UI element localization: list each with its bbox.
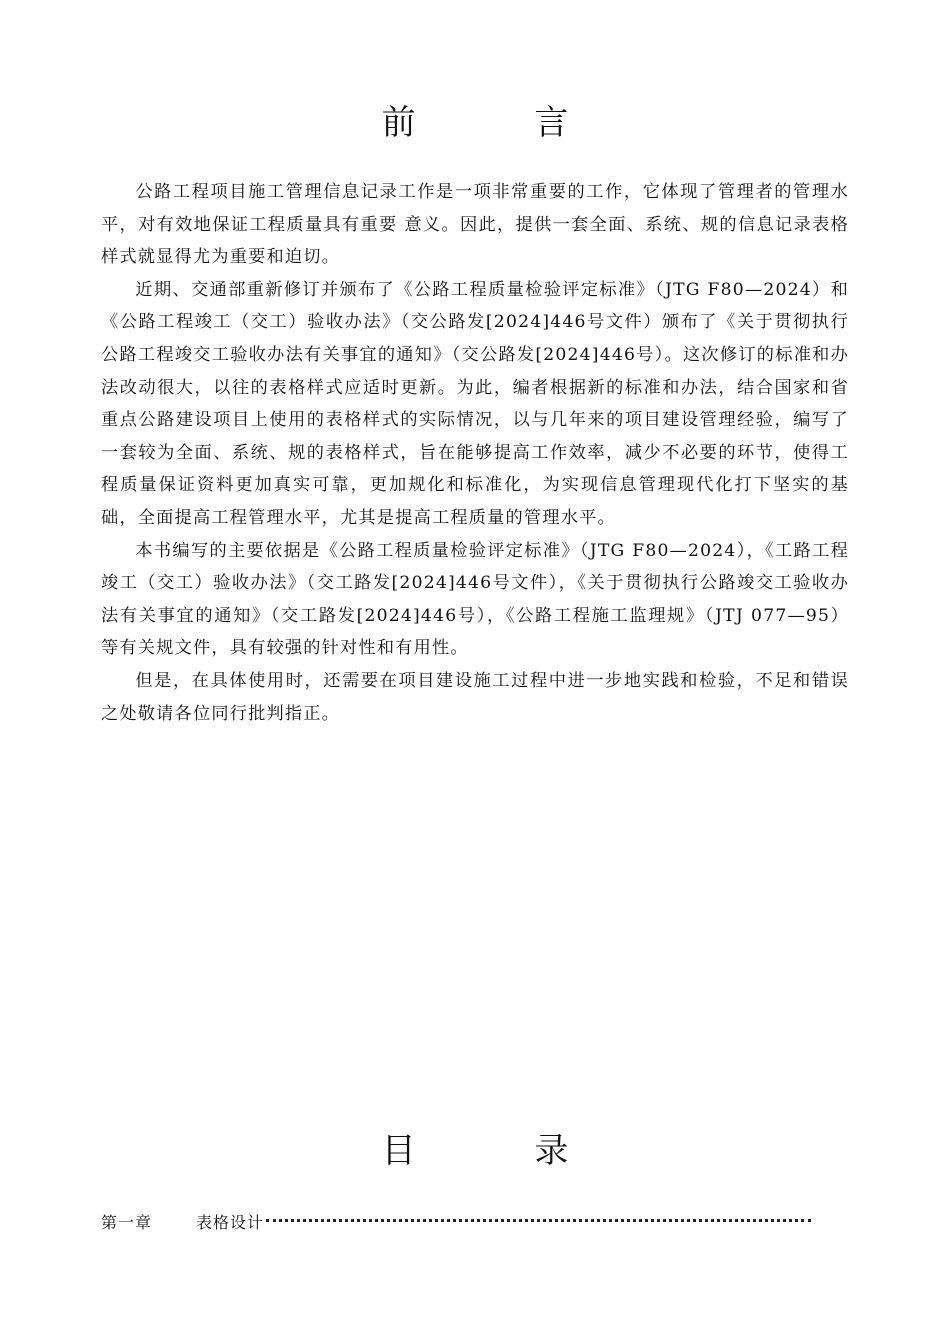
preface-body (101, 176, 849, 730)
preface-paragraph-3: 本书编写的主要依据是《公路工程质量检验评定标准》（JTG F80—2024），《工路工程竣工（交工）验收办法》（交工路发[2024]446号文件），《关于贯彻执行公路竣交工验收办法有关事宜的通知》（交工路发[2024]446号），《公路工程施工监理规》（JTJ 077—95）等有关规文件，具有较强的针对性和有用性。 (101, 540, 849, 659)
preface-paragraph-1: 公路工程项目施工管理信息记录工作是一项非常重要的工作，它体现了管理者的管理水平，对有效地保证工程质量具有重要 意义。因此，提供一套全面、系统、规的信息记录表格样式就显得尤为重要和迫切。 (101, 182, 849, 268)
preface-title: 前 言 (381, 103, 623, 143)
toc-chapter-title: 表格设计 (196, 1213, 265, 1232)
toc-leader-dots (266, 1219, 811, 1222)
toc-chapter-number: 第一章 (101, 1213, 153, 1232)
preface-paragraph-4: 但是，在具体使用时，还需要在项目建设施工过程中进一步地实践和检验，不足和错误之处敬请各位同行批判指正。 (101, 670, 849, 724)
toc-entry-chapter-1[interactable] (101, 1208, 811, 1238)
toc-title: 目 录 (381, 1131, 623, 1171)
preface-paragraph-2: 近期、交通部重新修订并颁布了《公路工程质量检验评定标准》（JTG F80—2024）和《公路工程竣工（交工）验收办法》（交公路发[2024]446号文件）颁布了《关于贯彻执行公路工程竣交工验收办法有关事宜的通知》（交公路发[2024]446号）。这次修订的标准和办法改动很大，以往的表格样式应适时更新。为此，编者根据新的标准和办法，结合国家和省重点公路建设项目上使用的表格样式的实际情况，以与几年来的项目建设管理经验，编写了一套较为全面、系统、规的表格样式，旨在能够提高工作效率，减少不必要的环节，使得工程质量保证资料更加真实可靠，更加规化和标准化，为实现信息管理现代化打下坚实的基础，全面提高工程管理水平，尤其是提高工程质量的管理水平。 (101, 279, 849, 528)
